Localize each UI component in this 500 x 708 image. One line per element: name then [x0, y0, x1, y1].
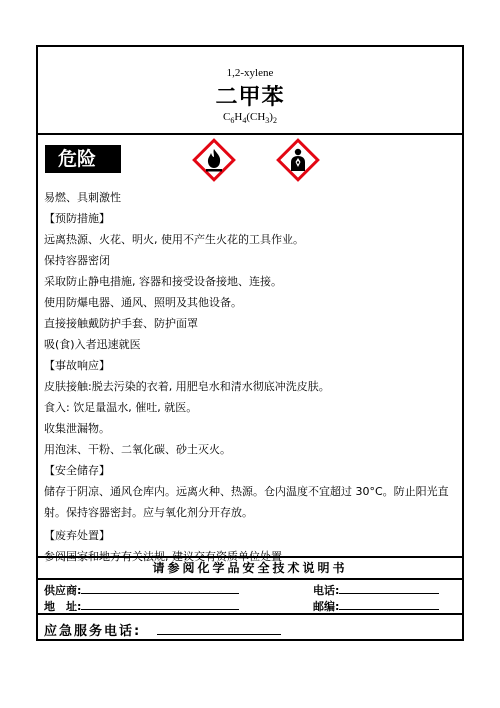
disposal-line: 参阅国家和地方有关法规, 建议交有资质单位处置	[44, 550, 282, 563]
emergency-section	[38, 613, 462, 641]
response-line: 皮肤接触:脱去污染的衣着, 用肥皂水和清水彻底冲洗皮肤。	[44, 380, 330, 393]
flame-icon	[192, 138, 236, 182]
supplier-label: 供应商:	[44, 584, 82, 597]
response-line: 用泡沫、干粉、二氧化碳、砂土灭火。	[44, 443, 231, 456]
emergency-phone-field	[44, 620, 281, 639]
precaution-line: 远离热源、火花、明火, 使用不产生火花的工具作业。	[44, 233, 304, 246]
precaution-line: 采取防止静电措施, 容器和接受设备接地、连接。	[44, 275, 282, 288]
precaution-line: 吸(食)入者迅速就医	[44, 338, 141, 351]
sds-reference: 请参阅化学品安全技术说明书	[38, 556, 462, 580]
hazard-statement: 易燃、具刺激性	[44, 191, 121, 204]
ghs-label	[36, 45, 464, 641]
storage-line: 射。保持容器密封。应与氧化剂分开存放。	[44, 506, 253, 519]
section-heading: 【废弃处置】	[44, 529, 110, 542]
phone-field	[313, 582, 439, 598]
chemical-formula: $C_6H_4(CH_3)_2$	[223, 111, 277, 126]
chinese-name: 二甲苯	[215, 85, 285, 110]
precaution-line: 使用防爆电器、通风、照明及其他设备。	[44, 296, 242, 309]
phone-label: 电话:	[313, 584, 340, 597]
signal-word: 危险	[45, 145, 121, 173]
postcode-label: 邮编:	[313, 600, 340, 613]
supplier-field	[44, 582, 239, 598]
storage-line: 储存于阴凉、通风仓库内。远离火种、热源。仓内温度不宜超过 30°C。防止阳光直	[44, 485, 449, 498]
emergency-label: 应急服务电话:	[44, 624, 142, 639]
section-heading: 【事故响应】	[44, 359, 110, 372]
response-line: 收集泄漏物。	[44, 422, 110, 435]
address-label: 地 址:	[44, 600, 82, 613]
english-name: 1,2-xylene	[226, 67, 274, 79]
response-line: 食入: 饮足量温水, 催吐, 就医。	[44, 401, 198, 414]
postcode-field	[313, 598, 439, 614]
label-header	[38, 47, 462, 135]
section-heading: 【预防措施】	[44, 212, 110, 225]
address-field	[44, 598, 239, 614]
health-hazard-icon	[276, 138, 320, 182]
section-heading: 【安全储存】	[44, 464, 110, 477]
precaution-line: 直接接触戴防护手套、防护面罩	[44, 317, 198, 330]
precaution-line: 保持容器密闭	[44, 254, 110, 267]
